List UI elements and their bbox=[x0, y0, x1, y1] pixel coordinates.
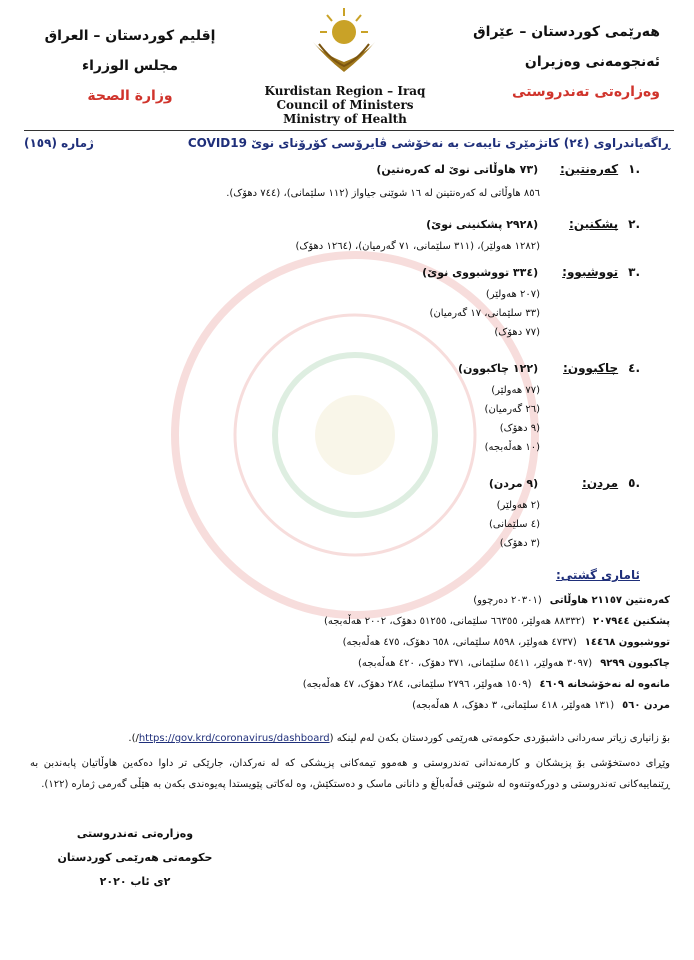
section-infections bbox=[120, 265, 640, 338]
dashboard-link[interactable]: https://gov.krd/coronavirus/dashboard bbox=[138, 733, 330, 744]
totals-heading: ئاماری گشتی: bbox=[555, 568, 640, 582]
signature-date: ٢ی ئاب ٢٠٢٠ bbox=[99, 875, 171, 888]
kurdistan-emblem-icon bbox=[305, 2, 383, 80]
footer-paragraph: وێڕای دەستخۆشی بۆ پزیشکان و کارمەندانی تەندروستی و هەموو تیمەکانی پزیشکی کە لە نەرکدان، جارێکی تر داوا دەکەین هاوڵاتیان پابەندبن بە ڕێنماییەکانی تەندروستی و دورکەوتنەوە لە شوێنی قەڵەباڵغ و دانانی ماسک و دەستکێش، وە لەکاتی پێویستدا پەیوەندی بکەن بە هێڵی گەرمی ژمارە (١٢٢). bbox=[30, 758, 670, 790]
section-recoveries bbox=[120, 361, 640, 453]
section-number: .٤ bbox=[628, 361, 640, 375]
signature-government: حکومەتی هەرێمی کوردستان bbox=[57, 851, 213, 864]
header-english-region: Kurdistan Region – Iraq bbox=[264, 84, 426, 98]
totals-row bbox=[60, 695, 670, 716]
footer-note-pre: بۆ زانیاری زیاتر سەردانی داشبۆردی حکومەتی هەرێمی کوردستان بکەن لەم لینکە ( bbox=[329, 733, 670, 744]
signature-ministry: وەزارەتی تەندروستی bbox=[76, 827, 194, 840]
section-lead: (٩ مردن) bbox=[488, 477, 539, 490]
totals-row bbox=[60, 653, 670, 674]
header-arabic-ministry: وزارة الصحة bbox=[87, 88, 173, 104]
header-arabic-council: مجلس الوزراء bbox=[81, 58, 179, 74]
header-kurdish-ministry: وەزارەتی تەندروستی bbox=[512, 84, 660, 100]
totals-label: چاکبوون ٩٢٩٩ bbox=[600, 658, 670, 669]
totals-label: مانەوە لە نەخۆشخانە ٤٦٠٩ bbox=[539, 679, 670, 690]
header-english-council: Council of Ministers bbox=[276, 98, 414, 112]
header-kurdish-region: هەرێمی کوردستان – عێراق bbox=[473, 24, 660, 40]
section-title: تووشبوو: bbox=[562, 265, 619, 279]
section-line: (٢٠٧ هەولێر) bbox=[485, 289, 540, 300]
section-lead: (٢٩٢٨ پشکنینی نوێ) bbox=[426, 218, 539, 231]
totals-detail: (٨٨٣٣٢ هەولێر، ٦٦٣٥٥ سلێمانی، ٥١٢٥٥ دهۆک، ٢٠٠٢ هەڵەبجە) bbox=[323, 616, 585, 627]
section-lead: (٧٣ هاوڵاتی نوێ لە کەرەنتین) bbox=[376, 163, 539, 176]
header-kurdish-council: ئەنجومەنی وەزیران bbox=[524, 54, 660, 70]
totals-section bbox=[60, 568, 670, 716]
totals-detail: (٣٠٩٧ هەولێر، ٥٤١١ سلێمانی، ٣٧١ دهۆک، ٤٢٠ هەڵەبجە) bbox=[358, 658, 593, 669]
section-number: .١ bbox=[628, 162, 640, 176]
section-line: (٢٦ گەرمیان) bbox=[484, 404, 540, 415]
section-line: (٣٣ سلێمانی، ١٧ گەرمیان) bbox=[429, 308, 540, 319]
section-lead: (١٢٢ چاکبوون) bbox=[457, 362, 539, 375]
section-line: (٤ سلێمانی) bbox=[488, 519, 540, 530]
section-line: (١٢٨٢ هەولێر)، (٣١١ سلێمانی، ٧١ گەرمیان)، (١٢٦٤ دهۆک) bbox=[295, 241, 540, 252]
footer-note bbox=[30, 733, 670, 744]
totals-row bbox=[60, 590, 670, 611]
section-line: ٨٥٦ هاوڵاتی لە کەرەنتینن لە ١٦ شوێنی جیاواز (١١٢ سلێمانی)، (٧٤٤ دهۆک). bbox=[226, 188, 540, 199]
totals-detail: (١٥٠٩ هەولێر، ٢٧٩٦ سلێمانی، ٢٨٤ دهۆک، ٤٧ هەڵەبجە) bbox=[302, 679, 532, 690]
section-number: .٣ bbox=[628, 265, 640, 279]
totals-label: پشکنین ٢٠٧٩٤٤ bbox=[592, 616, 670, 627]
header-divider bbox=[24, 130, 674, 131]
section-quarantine bbox=[120, 162, 640, 199]
section-lead: (٣٣٤ تووشبووی نوێ) bbox=[422, 266, 539, 279]
section-line: (٣ دهۆک) bbox=[499, 538, 540, 549]
totals-label: کەرەنتین ٢١١٥٧ هاوڵاتی bbox=[549, 595, 670, 606]
section-number: .٢ bbox=[628, 217, 640, 231]
totals-label: مردن ٥٦٠ bbox=[622, 700, 670, 711]
totals-detail: (٢٠٣٠١ دەرچوو) bbox=[473, 595, 542, 606]
section-line: (٢ هەولێر) bbox=[496, 500, 540, 511]
section-title: مردن: bbox=[582, 476, 619, 490]
section-deaths bbox=[120, 476, 640, 549]
section-line: (٧٧ هەولێر) bbox=[491, 385, 540, 396]
section-title: پشکنین: bbox=[569, 217, 619, 231]
header-arabic-region: إقليم كوردستان – العراق bbox=[44, 28, 216, 44]
totals-row bbox=[60, 674, 670, 695]
footer-note-post: /). bbox=[128, 733, 139, 744]
section-title: کەرەنتین: bbox=[559, 162, 619, 176]
totals-detail: (١٣١ هەولێر، ٤١٨ سلێمانی، ٣ دهۆک، ٨ هەڵەبجە) bbox=[412, 700, 615, 711]
section-title: چاکبوون: bbox=[563, 361, 619, 375]
section-line: (٧٧ دهۆک) bbox=[494, 327, 540, 338]
document-number: ژمارە (١٥٩) bbox=[24, 136, 94, 150]
section-number: .٥ bbox=[628, 476, 640, 490]
section-tests bbox=[120, 217, 640, 252]
totals-label: تووشبوون ١٤٤٦٨ bbox=[584, 637, 670, 648]
totals-row bbox=[60, 632, 670, 653]
document-title: ڕاگەیاندراوی (٢٤) کاتژمێری تایبەت بە نەخۆشی ڤایرۆسی کۆرۆنای نوێ COVID19 bbox=[187, 136, 670, 150]
header-english-ministry: Ministry of Health bbox=[283, 112, 407, 126]
section-line: (١٠ هەڵەبجە) bbox=[484, 442, 540, 453]
totals-detail: (٤٧٣٧ هەولێر، ٨٥٩٨ سلێمانی، ٦٥٨ دهۆک، ٤٧٥ هەڵەبجە) bbox=[342, 637, 577, 648]
section-line: (٩ دهۆک) bbox=[499, 423, 540, 434]
totals-row bbox=[60, 611, 670, 632]
